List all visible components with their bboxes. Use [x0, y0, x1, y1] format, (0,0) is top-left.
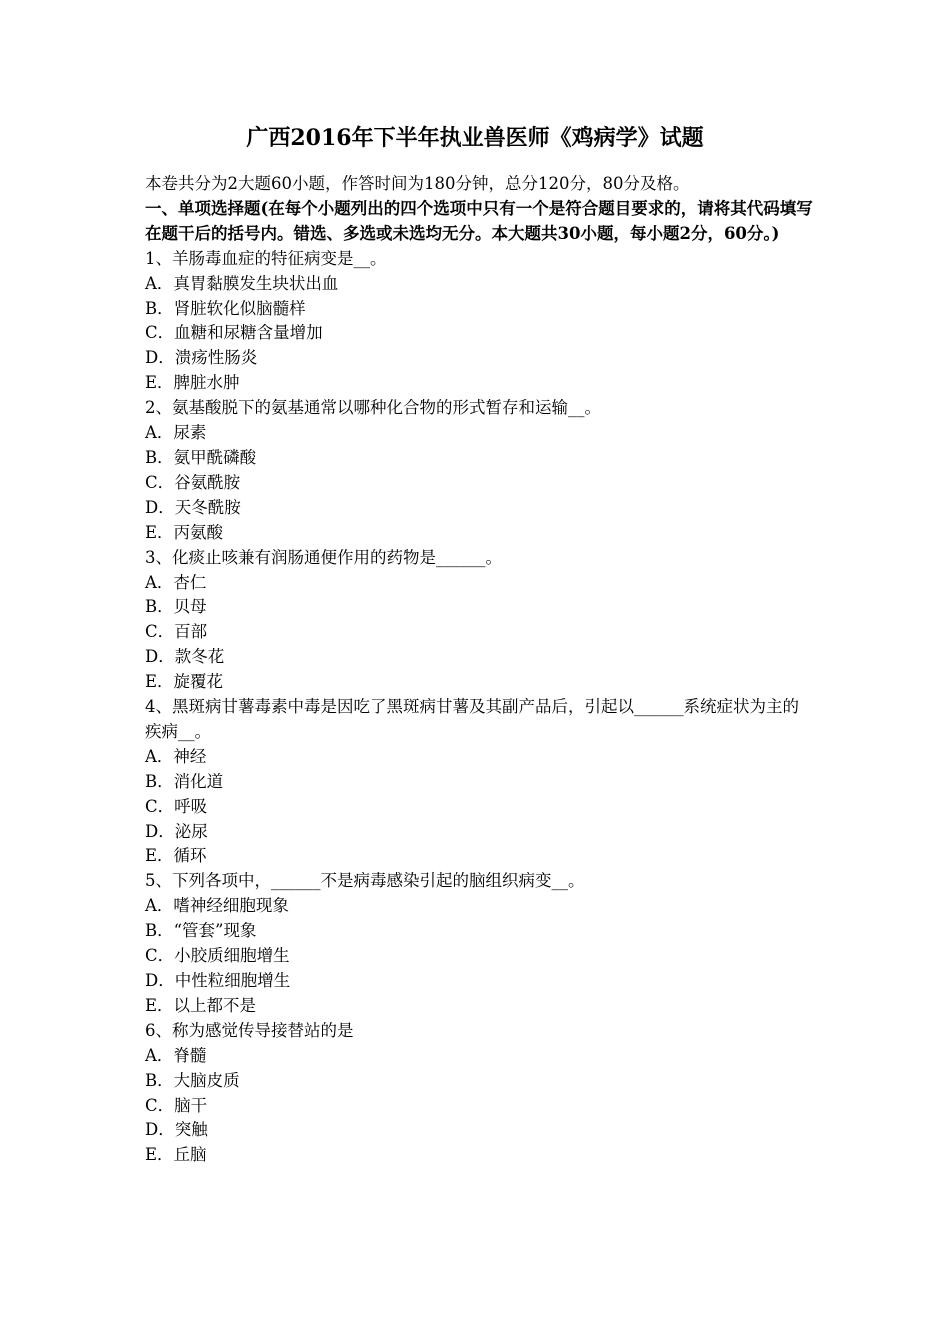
- question-option: B．“管套”现象: [145, 921, 257, 941]
- question-5: [145, 869, 813, 1018]
- document-title: 广西2016年下半年执业兽医师《鸡病学》试题: [246, 125, 704, 151]
- question-1: [145, 247, 813, 396]
- question-stem: 5、下列各项中，______不是病毒感染引起的脑组织病变__。: [145, 871, 585, 891]
- question-option: C．呼吸: [145, 796, 208, 816]
- question-6: [145, 1019, 813, 1168]
- question-option: B．消化道: [145, 771, 224, 791]
- section-heading: 一、单项选择题(在每个小题列出的四个选项中只有一个是符合题目要求的，请将其代码填写在题干后的括号内。错选、多选或未选均无分。本大题共30小题，每小题2分，60分。): [145, 198, 813, 243]
- question-option: E．循环: [145, 846, 207, 866]
- question-stem: 3、化痰止咳兼有润肠通便作用的药物是______。: [145, 547, 502, 567]
- question-option: D．突触: [145, 1120, 208, 1140]
- document-body: [145, 172, 813, 1168]
- question-option: D．天冬酰胺: [145, 497, 241, 517]
- question-2: [145, 396, 813, 545]
- question-stem: 1、羊肠毒血症的特征病变是__。: [145, 248, 387, 268]
- question-option: E．旋覆花: [145, 672, 224, 692]
- question-option: C．脑干: [145, 1095, 208, 1115]
- question-stem: 4、黑斑病甘薯毒素中毒是因吃了黑斑病甘薯及其副产品后，引起以______系统症状为主的疾病__。: [145, 697, 799, 741]
- question-option: E．丘脑: [145, 1145, 207, 1165]
- question-option: B．氨甲酰磷酸: [145, 447, 257, 467]
- question-option: D．中性粒细胞增生: [145, 971, 291, 990]
- question-option: A．真胃黏膜发生块状出血: [145, 273, 339, 293]
- question-option: C．小胶质细胞增生: [145, 946, 290, 966]
- question-option: A．尿素: [145, 423, 207, 443]
- question-option: B．大脑皮质: [145, 1070, 240, 1090]
- question-option: A．杏仁: [145, 572, 207, 592]
- question-option: E．脾脏水肿: [145, 373, 240, 393]
- question-option: C．谷氨酰胺: [145, 472, 241, 492]
- question-option: D．泌尿: [145, 821, 208, 841]
- question-option: C．血糖和尿糖含量增加: [145, 323, 323, 343]
- question-option: B．肾脏软化似脑髓样: [145, 298, 306, 318]
- question-option: B．贝母: [145, 597, 207, 617]
- question-stem: 6、称为感觉传导接替站的是: [145, 1020, 354, 1040]
- question-3: [145, 546, 813, 695]
- question-option: D．款冬花: [145, 647, 225, 667]
- exam-intro: 本卷共分为2大题60小题，作答时间为180分钟，总分120分，80分及格。: [145, 174, 690, 193]
- question-option: C．百部: [145, 622, 208, 642]
- question-option: E．以上都不是: [145, 995, 257, 1015]
- question-option: A．嗜神经细胞现象: [145, 896, 289, 916]
- question-option: A．脊髓: [145, 1045, 207, 1065]
- question-option: D．溃疡性肠炎: [145, 348, 258, 368]
- question-option: E．丙氨酸: [145, 522, 224, 542]
- question-stem: 2、氨基酸脱下的氨基通常以哪种化合物的形式暂存和运输__。: [145, 398, 601, 418]
- question-4: [145, 695, 813, 869]
- question-option: A．神经: [145, 746, 207, 766]
